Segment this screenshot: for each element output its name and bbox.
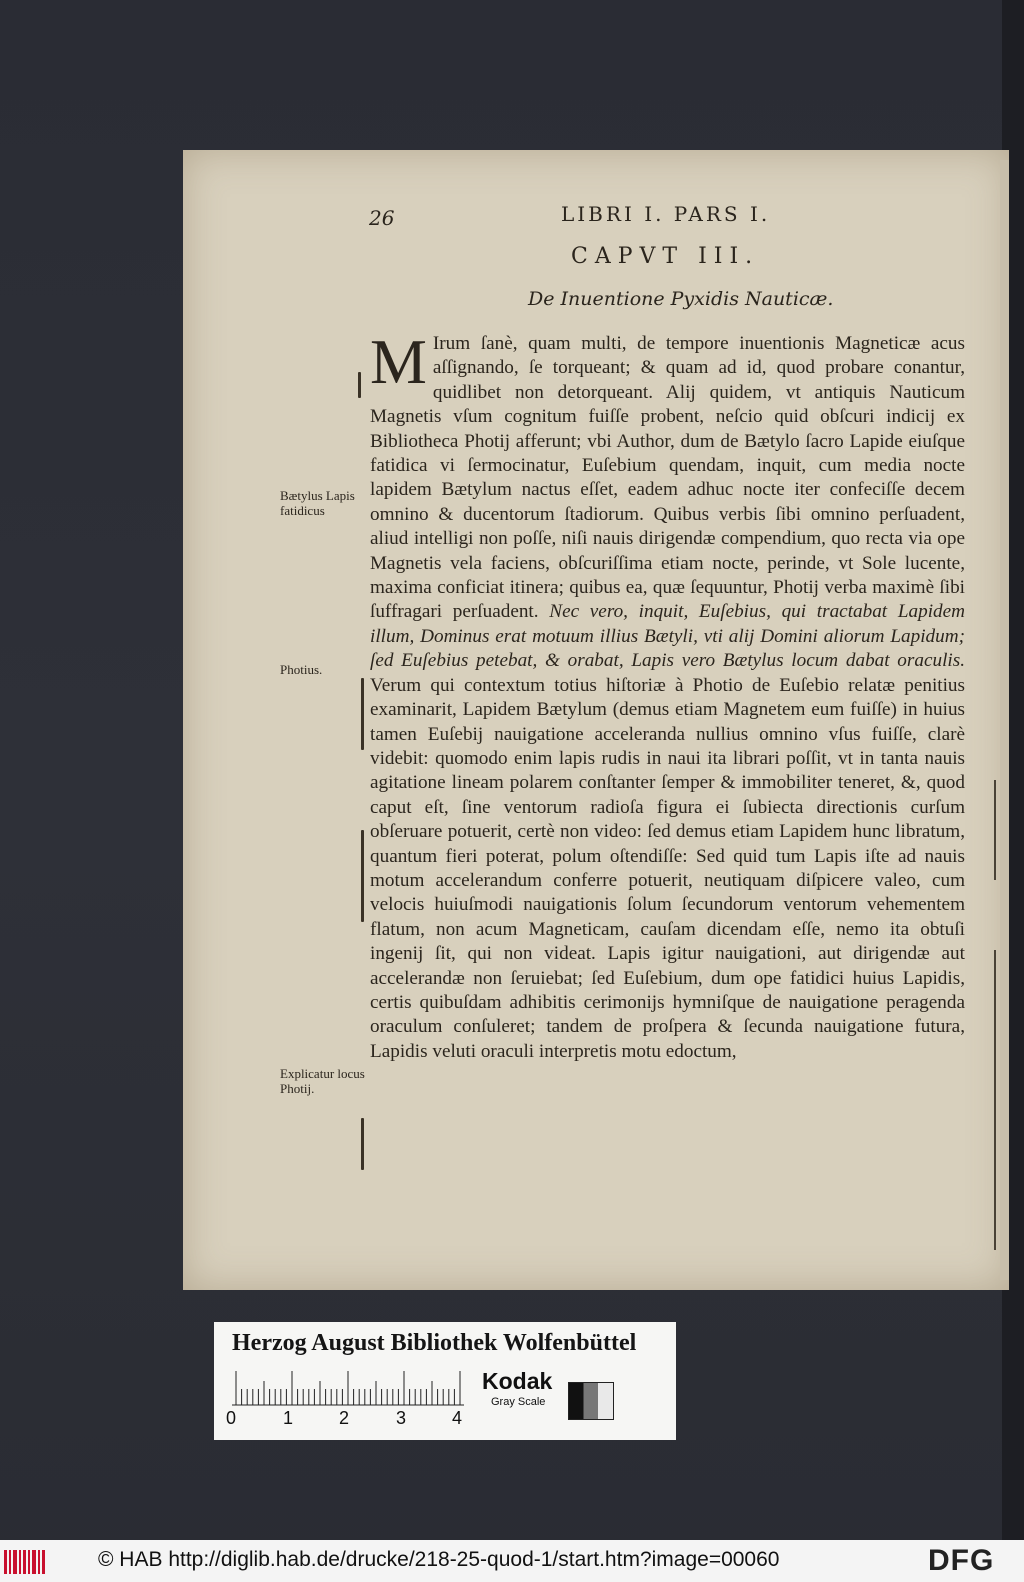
page-number: 26	[369, 206, 395, 230]
gray-scale-swatch	[568, 1382, 614, 1420]
running-head	[183, 202, 1009, 232]
margin-bracket	[361, 830, 364, 922]
chapter-title: CAPVT III.	[571, 244, 760, 269]
margin-bracket	[358, 372, 361, 398]
body-text-rest: Verum qui contextum totius hiſtoriæ à Photio de Euſebio relatæ penitius examinarit, Lapidem Bætylum (demus etiam Magnetem eum fuiſſe) in huius tamen Euſebij nauigatione acceleranda nullius omnino vſus fuiſſe, clarè videbit: quomodo enim lapis rudis in naui ita librari poſſit, vt in tanta nauis agitatione lineam polarem conſtanter ſemper & immobiliter teneret, &, quod caput eſt, ſine ventorum radioſa figura ei ſubiecta directionis curſum obſeruare potuerit, certè non video: ſed demus etiam Lapidem hunc libratum, quantum fieri poterat, polum oſtendiſſe: Sed quid tum Lapis iſte ad nauis motum accelerandum conferre potuerit, neutiquam diſpicere valeo, cum velocis huiuſmodi nauigationis ſolum ſecundorum ventorum vehementem flatum, non acum Magneticam, cauſam dicendam eſſe, nemo ita obtuſi ingenij ſit, qui non videat. Lapis igitur nauigationi, aut dirigendæ aut accelerandæ non ſeruiebat; ſed Euſebium, dum ope fatidici huius Lapidis, certis quibuſdam adhibitis cerimonijs hymniſque de nauigatione peragenda oraculum conſuleret; tandem de proſpera & ſecunda nauigatione futura, Lapidis veluti oraculi interpretis motu edoctum,	[370, 674, 965, 1062]
ruler-number: 3	[396, 1408, 407, 1428]
library-name: Herzog August Bibliothek Wolfenbüttel	[232, 1330, 637, 1356]
page-edge	[1000, 160, 1009, 1280]
chapter-subtitle: De Inuentione Pyxidis Nauticæ.	[528, 288, 834, 310]
marginal-note-photius: Photius.	[280, 662, 323, 677]
margin-bracket	[361, 1118, 364, 1170]
drop-cap: M	[370, 326, 427, 397]
copyright-url[interactable]: © HAB http://diglib.hab.de/drucke/218-25-quod-1/start.htm?image=00060	[98, 1548, 780, 1571]
library-scale-card	[214, 1322, 676, 1440]
running-head-title: LIBRI I. PARS I.	[561, 202, 771, 226]
ruler-scale	[232, 1370, 464, 1406]
hab-barcode-icon	[4, 1548, 48, 1576]
ruler-number: 1	[283, 1408, 294, 1428]
footer-bar	[0, 1540, 1024, 1582]
body-text-start: Irum ſanè, quam multi, de tempore inuentionis Magneticæ acus aſſignando, ſe torqueant; & quam ad id, quod probare conantur, quidlibet non detorqueant. Alij quidem, vt antiquis Nauticum Magnetis vſum cognitum fuiſſe probent, neſcio quid obſcuri indicij ex Bibliotheca Photij afferunt; vbi Author, dum de Bætylo ſacro Lapide eiuſque fatidica vi ſermocinatur, Euſebium quendam, inquit, cum media nocte lapidem Bætylum nactus eſſet, eadem adhuc nocte iter confeciſſe decem omnino & ducentorum ſtadiorum. Quibus verbis ſibi omnino perſuadent, aliud intelligi non poſſe, niſi nauis dirigendæ compendium, quo recta via ope Magnetis vela faciens, obſcuriſſima etiam nocte, perinde, vt Sole lucente, maxima conficiat itinera; quibus ea, quæ ſequuntur, Photij verba maximè ſibi ſuffragari perſuadent.	[370, 333, 965, 623]
dfg-logo: DFG	[928, 1544, 995, 1577]
body-text	[370, 326, 965, 1064]
page-edge-mark	[994, 950, 996, 1250]
ruler-number: 2	[339, 1408, 350, 1428]
gray-scale-label: Gray Scale	[491, 1396, 546, 1408]
paragraph	[370, 326, 965, 1064]
ruler-number: 4	[452, 1408, 463, 1428]
kodak-logo: Kodak	[482, 1368, 553, 1394]
book-page	[183, 150, 1009, 1290]
body-text-quote: Nec vero, inquit, Euſebius, qui tractabat Lapidem illum, Dominus erat motuum illius Bætyli, vti alij Domini aliorum Lapidum; ſed Euſebius petebat, & orabat, Lapis vero Bætylus locum dabat oraculis.	[370, 601, 965, 672]
marginal-note-explicatur: Explicatur locus Photij.	[280, 1066, 365, 1096]
page-edge-mark	[994, 780, 996, 880]
margin-bracket	[361, 678, 364, 750]
marginal-note-baetylus: Bætylus Lapis fatidicus	[280, 488, 355, 518]
ruler-number: 0	[226, 1408, 237, 1428]
